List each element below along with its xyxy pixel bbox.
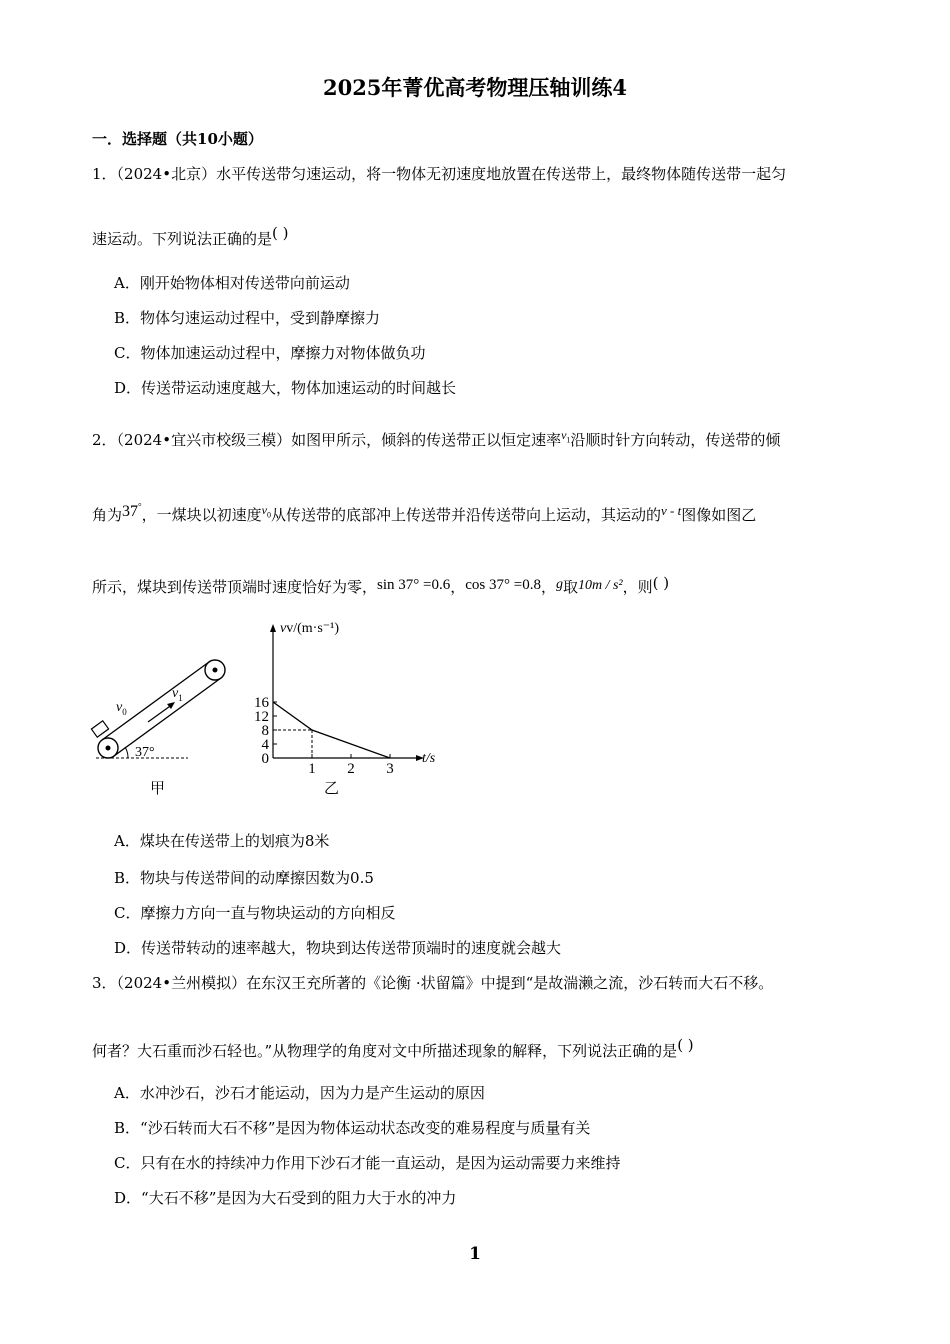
q2-g-value: 10m / s²: [577, 578, 623, 593]
q2-text: ，: [540, 578, 556, 596]
q2-v1-symbol: v1: [561, 428, 571, 445]
q2-v0-symbol: v0: [261, 503, 271, 520]
angle-label: 37°: [135, 745, 155, 760]
v0-label: $v_0$: [116, 700, 127, 717]
q2-text: ，: [450, 578, 466, 596]
y-tick-label: 0: [261, 751, 269, 767]
q1-line1: 1．（2024•北京）水平传送带匀速运动，将一物体无初速度地放置在传送带上，最终物体随传送带一起匀: [92, 165, 787, 183]
y-tick-label: 16: [254, 695, 269, 711]
q2-figure: [88, 610, 458, 805]
q2-sin-value: sin 37° =0.6: [377, 577, 451, 593]
y-tick-label: 12: [254, 709, 269, 725]
q1-answer-blank: ( ): [272, 224, 289, 242]
q3-option-b: B．“沙石转而大石不移”是因为物体运动状态改变的难易程度与质量有关: [114, 1119, 591, 1137]
q2-text: 从传送带的底部冲上传送带并沿传送带向上运动，其运动的: [270, 506, 661, 524]
q3-line1: 3．（2024•兰州模拟）在东汉王充所著的《论衡 ·状留篇》中提到“是故湍濑之流，沙石转而大石不移。: [92, 974, 774, 992]
angle-arc: [125, 747, 128, 758]
q2-option-c: C．摩擦力方向一直与物块运动的方向相反: [114, 904, 396, 922]
q2-vt-symbol: v - t: [660, 503, 682, 518]
q2-option-b: B．物块与传送带间的动摩擦因数为0.5: [114, 869, 374, 887]
vt-graph: [254, 621, 436, 797]
q3-option-d: D．“大石不移”是因为大石受到的阻力大于水的冲力: [114, 1189, 457, 1207]
y-tick-label: 4: [261, 737, 269, 753]
section-heading: 一．选择题（共10小题）: [92, 130, 263, 148]
bottom-pulley-axle: [106, 746, 111, 751]
q2-line3: [92, 576, 669, 597]
q1-option-d: D．传送带运动速度越大，物体加速运动的时间越长: [114, 379, 457, 397]
x-tick-label: 2: [347, 761, 355, 777]
x-tick-label: 3: [386, 761, 394, 777]
q2-text: 图像如图乙: [681, 506, 757, 524]
q2-text: ，一煤块以初速度: [141, 506, 262, 524]
top-pulley-axle: [213, 668, 218, 673]
q2-angle-value: 37°: [122, 501, 142, 520]
q3-option-a: A．水冲沙石，沙石才能运动，因为力是产生运动的原因: [114, 1084, 485, 1102]
page-title: 2025年菁优高考物理压轴训练4: [322, 75, 628, 100]
y-axis-label: vv/(m·s⁻¹): [280, 621, 340, 636]
q3-stem-end: 何者？大石重而沙石轻也。”从物理学的角度对文中所描述现象的解释，下列说法正确的是: [92, 1042, 678, 1060]
q1-stem-end: 速运动。下列说法正确的是: [92, 230, 273, 248]
q2-line2: [92, 501, 757, 525]
q1-option-a: A．刚开始物体相对传送带向前运动: [114, 274, 350, 292]
q3-line2: [92, 1036, 694, 1061]
q3-option-c: C．只有在水的持续冲力作用下沙石才能一直运动，是因为运动需要力来维持: [114, 1154, 621, 1172]
q2-text: 所示，煤块到传送带顶端时速度恰好为零，: [92, 578, 378, 596]
q2-text: 2．（2024•宜兴市校级三模）如图甲所示，倾斜的传送带正以恒定速率: [92, 431, 562, 449]
q2-text: 沿顺时针方向转动，传送带的倾: [570, 431, 781, 449]
coal-block: [91, 721, 108, 737]
conveyor-belt-diagram: [91, 660, 225, 797]
y-tick-label: 8: [261, 723, 269, 739]
q2-text: 角为: [92, 506, 123, 524]
q2-text: 取: [562, 578, 578, 596]
q2-answer-blank: ( ): [652, 574, 670, 592]
q2-cos-value: cos 37° =0.8: [465, 577, 541, 593]
x-tick-label: 1: [308, 761, 316, 777]
q1-option-b: B．物体匀速运动过程中，受到静摩擦力: [114, 309, 381, 327]
y-axis-arrow: [270, 624, 276, 632]
q2-line1: [92, 429, 780, 450]
v1-label: $v_1$: [172, 686, 183, 703]
q2-text: ，则: [622, 578, 653, 596]
belt-bottom-edge: [114, 678, 221, 756]
q1-line2: [92, 224, 289, 249]
x-axis-label: t/s: [422, 751, 436, 766]
q3-answer-blank: ( ): [677, 1036, 694, 1054]
q2-option-d: D．传送带转动的速率越大，物块到达传送带顶端时的速度就会越大: [114, 939, 562, 957]
q1-option-c: C．物体加速运动过程中，摩擦力对物体做负功: [114, 344, 426, 362]
q2-g-symbol: g: [555, 577, 563, 592]
q2-option-a: A．煤块在传送带上的划痕为8米: [114, 832, 330, 850]
figure-label-jia: 甲: [150, 781, 166, 797]
figure-label-yi: 乙: [324, 781, 340, 797]
page-number: 1: [469, 1244, 481, 1264]
